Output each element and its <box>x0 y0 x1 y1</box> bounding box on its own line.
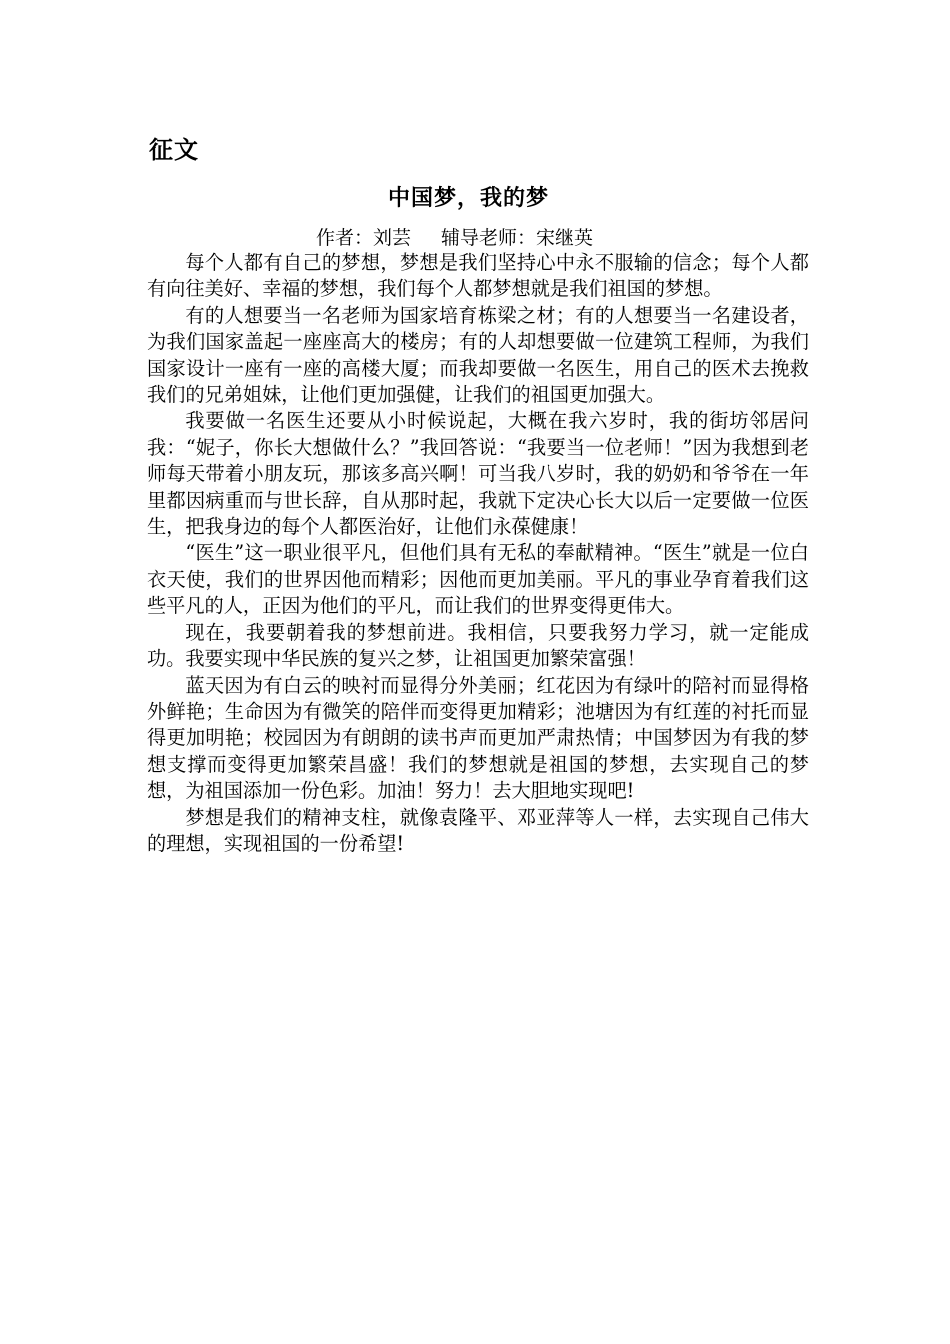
paragraph: “医生”这一职业很平凡，但他们具有无私的奉献精神。“医生”就是一位白衣天使，我们的世界因他而精彩；因他而更加美丽。平凡的事业孕育着我们这些平凡的人，正因为他们的平凡，而让我们的世界变得更伟大。 <box>147 541 809 618</box>
category-label: 征文 <box>149 136 199 164</box>
author-credit: 作者：刘芸 <box>316 227 412 249</box>
paragraph: 每个人都有自己的梦想，梦想是我们坚持心中永不服输的信念；每个人都有向往美好、幸福的梦想，我们每个人都梦想就是我们祖国的梦想。 <box>147 251 809 301</box>
article-title: 中国梦，我的梦 <box>388 186 550 211</box>
article-body <box>147 250 809 857</box>
paragraph: 蓝天因为有白云的映衬而显得分外美丽；红花因为有绿叶的陪衬而显得格外鲜艳；生命因为有微笑的陪伴而变得更加精彩；池塘因为有红莲的衬托而显得更加明艳；校园因为有朗朗的读书声而更加严肃热情；中国梦因为有我的梦想支撑而变得更加繁荣昌盛！我们的梦想就是祖国的梦想，去实现自己的梦想，为祖国添加一份色彩。加油！努力！去大胆地实现吧! <box>147 673 809 803</box>
teacher-credit: 辅导老师：宋继英 <box>441 227 594 249</box>
paragraph: 有的人想要当一名老师为国家培育栋梁之材；有的人想要当一名建设者，为我们国家盖起一座座高大的楼房；有的人却想要做一位建筑工程师，为我们国家设计一座有一座的高楼大厦；而我却要做一名医生，用自己的医术去挽救我们的兄弟姐妹，让他们更加强健，让我们的祖国更加强大。 <box>147 303 809 407</box>
byline <box>316 225 593 251</box>
paragraph: 梦想是我们的精神支柱，就像袁隆平、邓亚萍等人一样，去实现自己伟大的理想，实现祖国的一份希望! <box>147 805 809 855</box>
paragraph: 现在，我要朝着我的梦想前进。我相信，只要我努力学习，就一定能成功。我要实现中华民族的复兴之梦，让祖国更加繁荣富强！ <box>147 620 809 671</box>
paragraph: 我要做一名医生还要从小时候说起，大概在我六岁时，我的街坊邻居问我：“妮子，你长大想做什么？”我回答说：“我要当一位老师！”因为我想到老师每天带着小朋友玩，那该多高兴啊！可当我八岁时，我的奶奶和爷爷在一年里都因病重而与世长辞，自从那时起，我就下定决心长大以后一定要做一位医生，把我身边的每个人都医治好，让他们永葆健康！ <box>147 409 809 539</box>
